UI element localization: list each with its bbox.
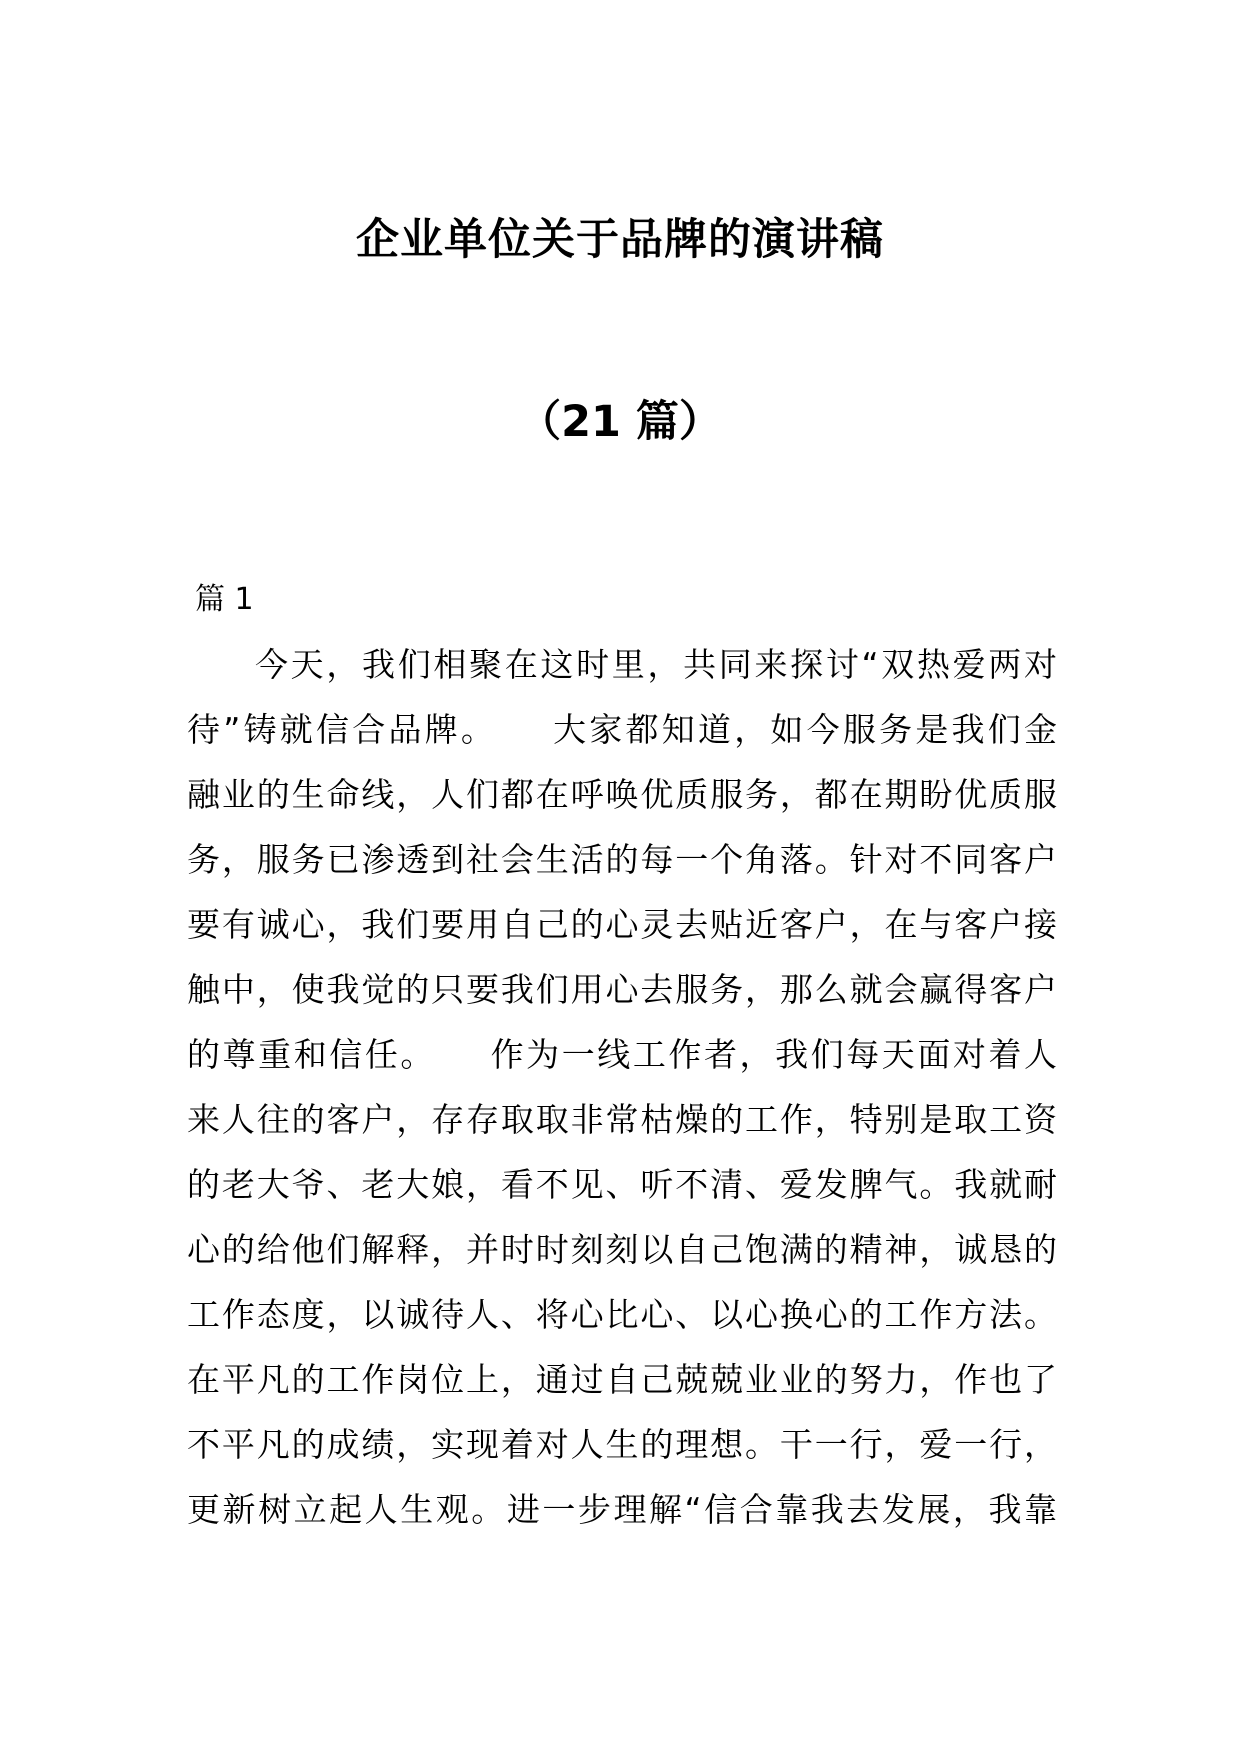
document-subtitle: （21 篇） [518,397,722,447]
body-line: 更新树立起人生观。进一步理解“信合靠我去发展，我靠 [187,1490,1057,1529]
body-line: 触中，使我觉的只要我们用心去服务，那么就会赢得客户 [187,970,1057,1009]
body-line: 要有诚心，我们要用自己的心灵去贴近客户，在与客户接 [187,905,1057,944]
body-line: 的老大爷、老大娘，看不见、听不清、爱发脾气。我就耐 [187,1165,1057,1204]
document-title: 企业单位关于品牌的演讲稿 [356,215,884,265]
body-line: 融业的生命线，人们都在呼唤优质服务，都在期盼优质服 [187,775,1057,814]
body-line: 在平凡的工作岗位上，通过自己兢兢业业的努力，作也了 [187,1360,1057,1399]
body-line: 今天，我们相聚在这时里，共同来探讨“双热爱两对 [255,645,1057,684]
body-line: 来人往的客户，存存取取非常枯燥的工作，特别是取工资 [187,1100,1057,1139]
body-line: 心的给他们解释，并时时刻刻以自己饱满的精神，诚恳的 [187,1230,1057,1269]
section-label: 篇 1 [195,582,254,617]
body-text [187,640,1057,1550]
body-line: 务，服务已渗透到社会生活的每一个角落。针对不同客户 [187,840,1057,879]
body-line: 不平凡的成绩，实现着对人生的理想。干一行，爱一行， [187,1425,1057,1464]
body-line: 待”铸就信合品牌。 大家都知道，如今服务是我们金 [187,710,1057,749]
body-line: 工作态度，以诚待人、将心比心、以心换心的工作方法。 [187,1295,1057,1334]
body-line: 的尊重和信任。 作为一线工作者，我们每天面对着人 [187,1035,1057,1074]
